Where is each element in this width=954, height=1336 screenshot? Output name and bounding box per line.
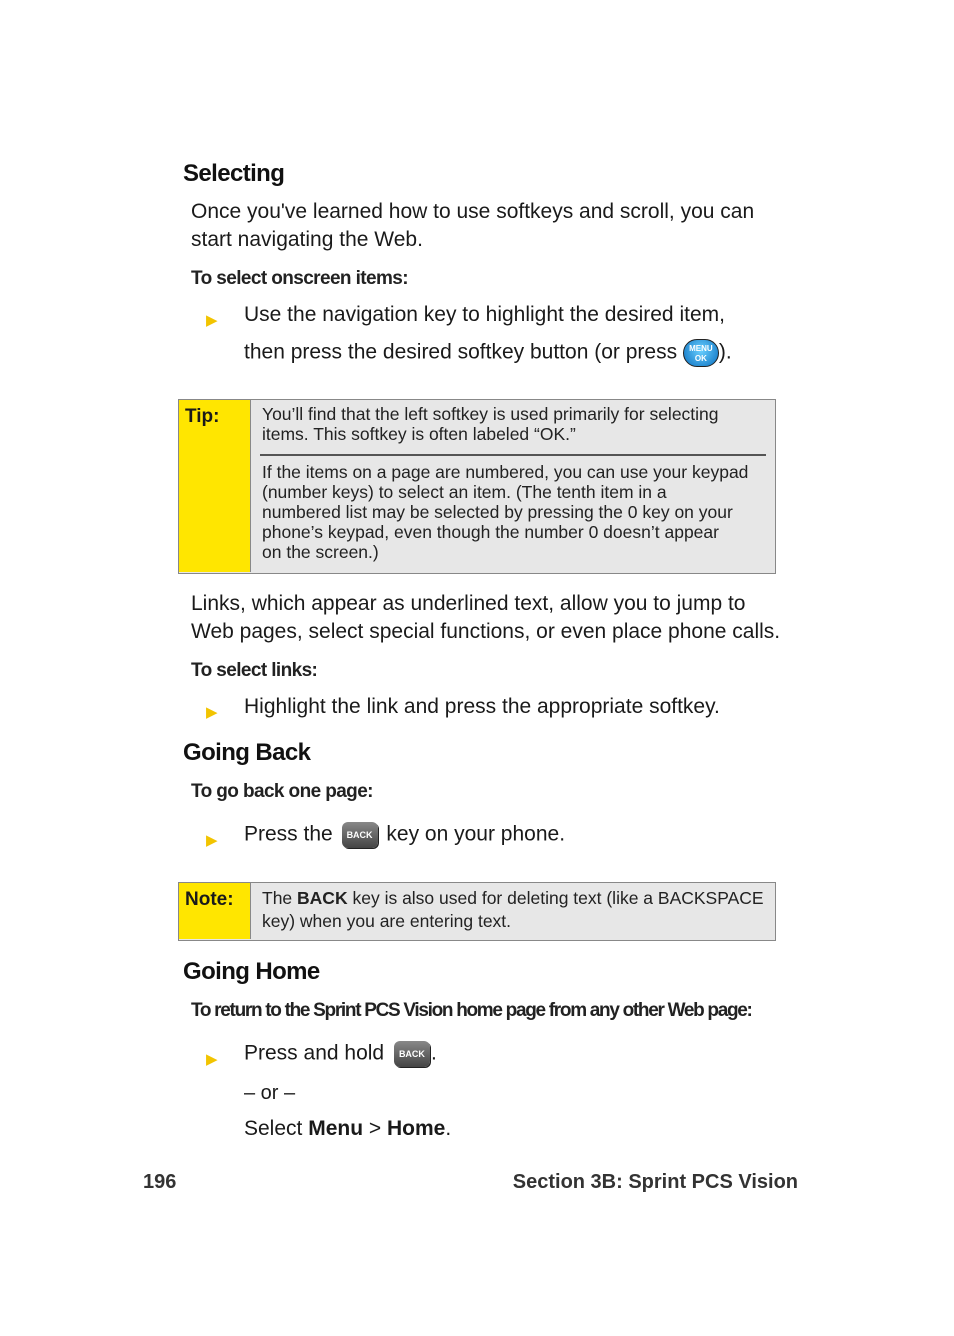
tip-p1-line1: You’ll find that the left softkey is used primarily for selecting: [262, 404, 719, 424]
ok-key-label: OK: [694, 354, 707, 363]
links-paragraph: [191, 590, 780, 646]
or-separator: – or –: [244, 1082, 296, 1104]
back-key-icon: BACK: [394, 1041, 430, 1067]
select-items-bullet-text: then press the desired softkey button (or press: [244, 340, 678, 364]
select-items-bullet-line1: Use the navigation key to highlight the desired item,: [244, 303, 725, 326]
tip-p2-line3: numbered list may be selected by pressing the 0 key on your: [262, 502, 733, 522]
go-back-bullet-post: key on your phone.: [386, 822, 566, 846]
heading-selecting: Selecting: [183, 160, 285, 187]
note-line2: key) when you are entering text.: [262, 911, 512, 931]
note-line1: [262, 887, 764, 910]
links-line2: Web pages, select special functions, or even place phone calls.: [191, 620, 781, 643]
tip-p2-line4: phone’s keypad, even though the number 0 doesn’t appear: [262, 522, 719, 542]
tip-label: Tip:: [179, 400, 251, 572]
select-period: .: [445, 1117, 452, 1140]
select-pre: Select: [244, 1117, 303, 1140]
tip-p2-line5: on the screen.): [262, 542, 379, 562]
home-label: Home: [387, 1117, 446, 1140]
select-menu-home: [244, 1117, 451, 1141]
menu-label: Menu: [308, 1117, 364, 1140]
tip-box: [178, 399, 776, 574]
subheading-go-back: To go back one page:: [191, 781, 373, 802]
subheading-return-home: To return to the Sprint PCS Vision home page from any other Web page:: [191, 1000, 752, 1021]
links-line1: Links, which appear as underlined text, allow you to jump to: [191, 592, 746, 615]
tip-paragraph-1: [262, 404, 719, 444]
page-number: 196: [143, 1171, 177, 1193]
select-links-bullet: Highlight the link and press the appropriate softkey.: [244, 695, 720, 718]
menu-sep: >: [368, 1117, 382, 1140]
section-title: Section 3B: Sprint PCS Vision: [512, 1171, 798, 1193]
bullet-arrow-icon: ▶: [206, 1051, 218, 1068]
select-items-bullet-end: ).: [718, 340, 732, 364]
selecting-intro-line2: start navigating the Web.: [191, 228, 423, 251]
go-back-bullet-pre: Press the: [244, 822, 333, 846]
subheading-select-items: To select onscreen items:: [191, 268, 408, 289]
back-key-icon: BACK: [342, 822, 378, 848]
note-line1-pre: The: [262, 888, 293, 908]
go-home-bullet-post: .: [430, 1041, 437, 1065]
heading-going-back: Going Back: [183, 739, 311, 766]
tip-divider: [260, 454, 766, 456]
selecting-intro-line1: Once you've learned how to use softkeys and scroll, you can: [191, 200, 755, 223]
note-box: [178, 882, 776, 941]
tip-p2-line1: If the items on a page are numbered, you can use your keypad: [262, 462, 749, 482]
menu-ok-key-icon: [683, 339, 719, 367]
bullet-arrow-icon: ▶: [206, 312, 218, 329]
tip-paragraph-2: [262, 462, 748, 562]
subheading-select-links: To select links:: [191, 660, 318, 681]
bullet-arrow-icon: ▶: [206, 704, 218, 721]
go-home-bullet: [244, 1041, 437, 1067]
tip-p2-line2: (number keys) to select an item. (The tenth item in a: [262, 482, 667, 502]
heading-going-home: Going Home: [183, 958, 320, 985]
select-items-bullet-line2: [244, 339, 732, 367]
go-home-bullet-pre: Press and hold: [244, 1041, 385, 1065]
selecting-intro: [191, 198, 754, 254]
go-back-bullet: [244, 822, 565, 848]
note-label: Note:: [179, 883, 251, 939]
tip-p1-line2: items. This softkey is often labeled “OK.”: [262, 424, 576, 444]
menu-key-label: MENU: [689, 344, 713, 353]
note-text: [262, 887, 764, 933]
bullet-arrow-icon: ▶: [206, 832, 218, 849]
note-line1-bold: BACK: [297, 888, 348, 908]
note-line1-post: key is also used for deleting text (like a BACKSPACE: [352, 888, 764, 908]
